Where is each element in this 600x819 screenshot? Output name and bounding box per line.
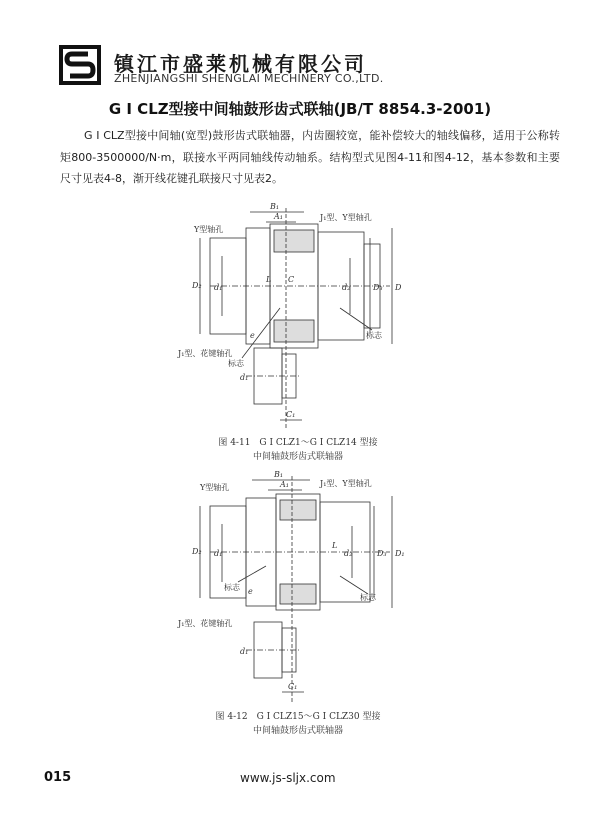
website-url: www.js-sljx.com: [240, 771, 336, 785]
fig2-label-dd1: d₁: [240, 647, 249, 656]
company-logo-icon: [58, 44, 102, 86]
figure-4-11-caption: [188, 436, 408, 464]
fig1-label-d2: D₂: [192, 281, 202, 290]
fig1-label-c: C: [288, 275, 295, 284]
fig1-label-d3: D₃: [373, 283, 383, 292]
figure-4-12: [170, 466, 410, 702]
fig2-label-mark-right: 标志: [360, 593, 376, 602]
fig2-label-d1r: D₁: [395, 549, 405, 558]
fig2-label-mark-left: 标志: [224, 583, 240, 592]
page-header: [58, 44, 558, 90]
fig2-label-a1: A₁: [280, 480, 289, 489]
figure-4-11: [170, 198, 410, 428]
fig1-label-d: D: [395, 283, 402, 292]
fig2-label-y: Y型轴孔: [200, 483, 230, 492]
fig2-label-d3: D₃: [377, 549, 387, 558]
fig1-label-c1: C₁: [286, 410, 296, 419]
fig1-label-l: L: [266, 275, 272, 284]
fig2-label-d2: D₂: [192, 547, 202, 556]
company-name-cn: 镇江市盛莱机械有限公司: [114, 52, 367, 76]
fig1-label-d1: d₁: [214, 283, 223, 292]
fig1-label-dd1: d₁: [240, 373, 249, 382]
fig1-label-b1: B₁: [270, 202, 280, 211]
fig1-label-mark-right: 标志: [366, 331, 382, 340]
fig1-label-mark-left: 标志: [228, 359, 244, 368]
fig1-label-j1y: J₁型、Y型轴孔: [320, 213, 372, 222]
fig2-label-l: L: [332, 541, 338, 550]
page-number: 015: [44, 770, 72, 785]
fig1-label-dz: d₂: [342, 283, 351, 292]
description-paragraph: G I CLZ型接中间轴(宽型)鼓形齿式联轴器，内齿圈较宽，能补偿较大的轴线偏移，适用于公称转矩800-3500000/N·m，联接水平两同轴线传动轴系。结构型式见图4-11和图4-12，基本参数和主要尺寸见表4-8，渐开线花键孔联接尺寸见表2。: [60, 129, 560, 185]
page-title: G I CLZ型接中间轴鼓形齿式联轴(JB/T 8854.3-2001): [108, 100, 492, 118]
figure-4-12-caption-line2: 中间轴鼓形齿式联轴器: [252, 726, 343, 736]
fig2-label-d1: d₁: [214, 549, 223, 558]
fig2-label-c1: C₁: [288, 682, 298, 691]
figure-4-12-caption: [188, 710, 408, 738]
figure-4-11-caption-line1: 图 4-11 G I CLZ1～G I CLZ14 型接: [218, 438, 378, 448]
fig1-label-j1spline: J₁型、花键轴孔: [178, 349, 233, 358]
company-name-en: ZHENJIANGSHI SHENGLAI MECHINERY CO.,LTD.: [114, 72, 384, 85]
fig1-label-y: Y型轴孔: [194, 225, 224, 234]
figure-4-11-caption-line2: 中间轴鼓形齿式联轴器: [252, 452, 343, 462]
figure-4-12-caption-line1: 图 4-12 G I CLZ15～G I CLZ30 型接: [215, 712, 381, 722]
fig2-label-e: e: [248, 587, 253, 596]
figure-4-12-drawing: [170, 466, 410, 702]
fig2-label-j1y: J₁型、Y型轴孔: [320, 479, 372, 488]
fig1-label-a1: A₁: [274, 212, 283, 221]
fig2-label-dz: d₂: [344, 549, 353, 558]
fig2-label-b1: B₁: [274, 470, 284, 479]
figure-4-11-drawing: [170, 198, 410, 428]
fig1-label-e: e: [250, 331, 255, 340]
fig2-label-j1spline: J₁型、花键轴孔: [178, 619, 233, 628]
